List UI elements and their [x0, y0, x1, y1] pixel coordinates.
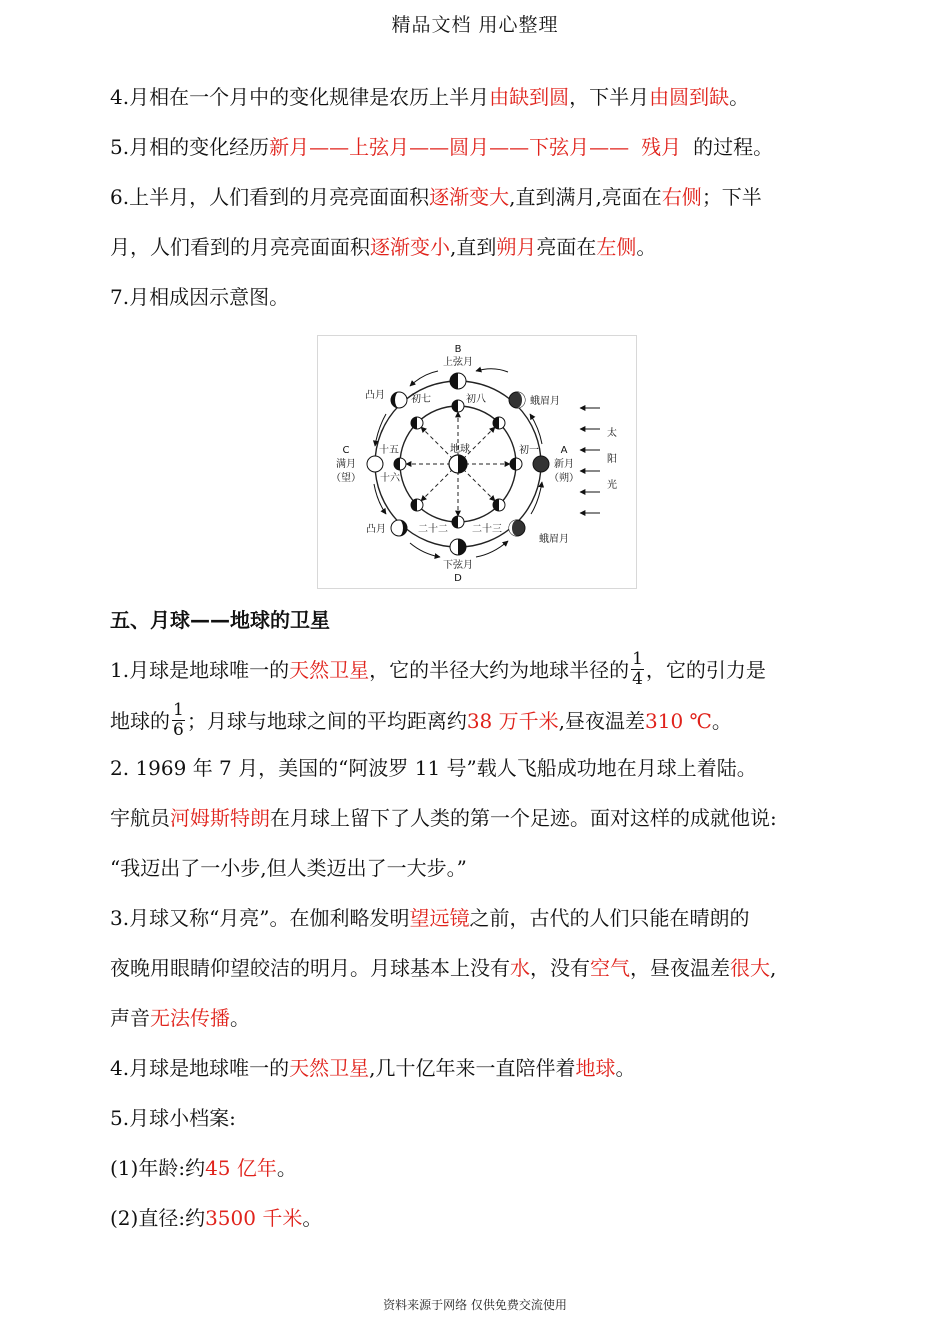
- moon-phase-svg: [318, 336, 636, 588]
- moon-item-4: 4.月球是地球唯一的天然卫星,几十亿年来一直陪伴着地球。: [110, 1056, 636, 1080]
- moon-item-1-line-2: 地球的 $\frac{1}{6}$ ；月球与地球之间的平均距离约38 万千米,昼夜温差310 ℃。: [110, 700, 732, 740]
- waxing-crescent-icon: [509, 392, 525, 408]
- item-6-line-2: 月，人们看到的月亮亮面面积逐渐变小,直到朔月亮面在左侧。: [110, 235, 657, 259]
- label-chuqi: 初七: [411, 394, 431, 405]
- item-7: 7.月相成因示意图。: [110, 285, 290, 309]
- label-eryi: 二十二: [418, 524, 448, 535]
- label-eyemei-top: 蛾眉月: [530, 396, 560, 407]
- moon-phase-diagram: [317, 335, 637, 589]
- moon-item-2-line-2: 宇航员河姆斯特朗在月球上留下了人类的第一个足迹。面对这样的成就他说:: [110, 806, 777, 830]
- waxing-gibbous-icon: [391, 392, 407, 408]
- moon-item-2-line-1: 2. 1969 年 7 月，美国的“阿波罗 11 号”载人飞船成功地在月球上着陆。: [110, 756, 757, 780]
- label-diqiu: 地球: [450, 444, 470, 455]
- moon-item-2-line-3: “我迈出了一小步,但人类迈出了一大步。”: [110, 856, 467, 880]
- moon-item-3-line-2: 夜晚用眼睛仰望皎洁的明月。月球基本上没有水，没有空气，昼夜温差很大,: [110, 956, 777, 980]
- label-tuyue-top: 凸月: [365, 390, 385, 401]
- last-quarter-moon-icon: [450, 539, 466, 555]
- label-tai: 太: [607, 428, 617, 439]
- label-shuo: （朔）: [549, 473, 579, 484]
- label-chuyi: 初一: [519, 445, 539, 456]
- label-c: C: [342, 445, 350, 456]
- item-6-line-1: 6.上半月，人们看到的月亮亮面面积逐渐变大,直到满月,亮面在右侧；下半: [110, 185, 762, 209]
- section-title: 五、月球——地球的卫星: [110, 608, 330, 632]
- label-a: A: [560, 445, 568, 456]
- new-moon-icon: [533, 456, 549, 472]
- label-xiaxian: 下弦月: [443, 560, 473, 571]
- moon-item-3-line-3: 声音无法传播。: [110, 1006, 250, 1030]
- fraction-one-sixth: $\frac{1}{6}$: [173, 700, 184, 740]
- label-ersan: 二十三: [472, 524, 502, 535]
- moon-item-1-line-1: 1.月球是地球唯一的天然卫星，它的半径大约为地球半径的 $\frac{1}{4}$ ，它的引力是: [110, 649, 766, 689]
- label-manyue: 满月: [336, 459, 356, 470]
- moon-item-5: 5.月球小档案:: [110, 1106, 236, 1130]
- item-5: 5.月相的变化经历新月——上弦月——圆月——下弦月—— 残月 的过程。: [110, 135, 774, 159]
- moon-age: (1)年龄:约45 亿年。: [110, 1156, 297, 1180]
- moon-diameter: (2)直径:约3500 千米。: [110, 1206, 323, 1230]
- full-moon-icon: [367, 456, 383, 472]
- label-eyemei-bottom: 蛾眉月: [539, 534, 569, 545]
- label-d: D: [454, 573, 462, 584]
- label-xinyue: 新月: [554, 459, 574, 470]
- page-footer: 资料来源于网络 仅供免费交流使用: [383, 1298, 567, 1312]
- label-b: B: [454, 344, 462, 355]
- first-quarter-moon-icon: [450, 373, 466, 389]
- moon-item-3-line-1: 3.月球又称“月亮”。在伽利略发明望远镜之前，古代的人们只能在晴朗的: [110, 906, 750, 930]
- label-tuyue-bottom: 凸月: [366, 524, 386, 535]
- fraction-one-quarter: $\frac{1}{4}$: [632, 649, 643, 689]
- label-shangxian: 上弦月: [443, 357, 473, 368]
- label-wang: （望）: [331, 473, 361, 484]
- label-yang: 阳: [607, 454, 617, 465]
- label-shiliu: 十六: [380, 473, 400, 484]
- sunlight-arrows: [580, 408, 600, 513]
- item-4: 4.月相在一个月中的变化规律是农历上半月由缺到圆，下半月由圆到缺。: [110, 85, 750, 109]
- waning-crescent-icon: [509, 520, 525, 536]
- label-shiwu: 十五: [379, 445, 399, 456]
- label-chuba: 初八: [466, 394, 486, 405]
- page-header: 精品文档 用心整理: [391, 14, 559, 36]
- waning-gibbous-icon: [391, 520, 407, 536]
- label-guang: 光: [607, 480, 617, 491]
